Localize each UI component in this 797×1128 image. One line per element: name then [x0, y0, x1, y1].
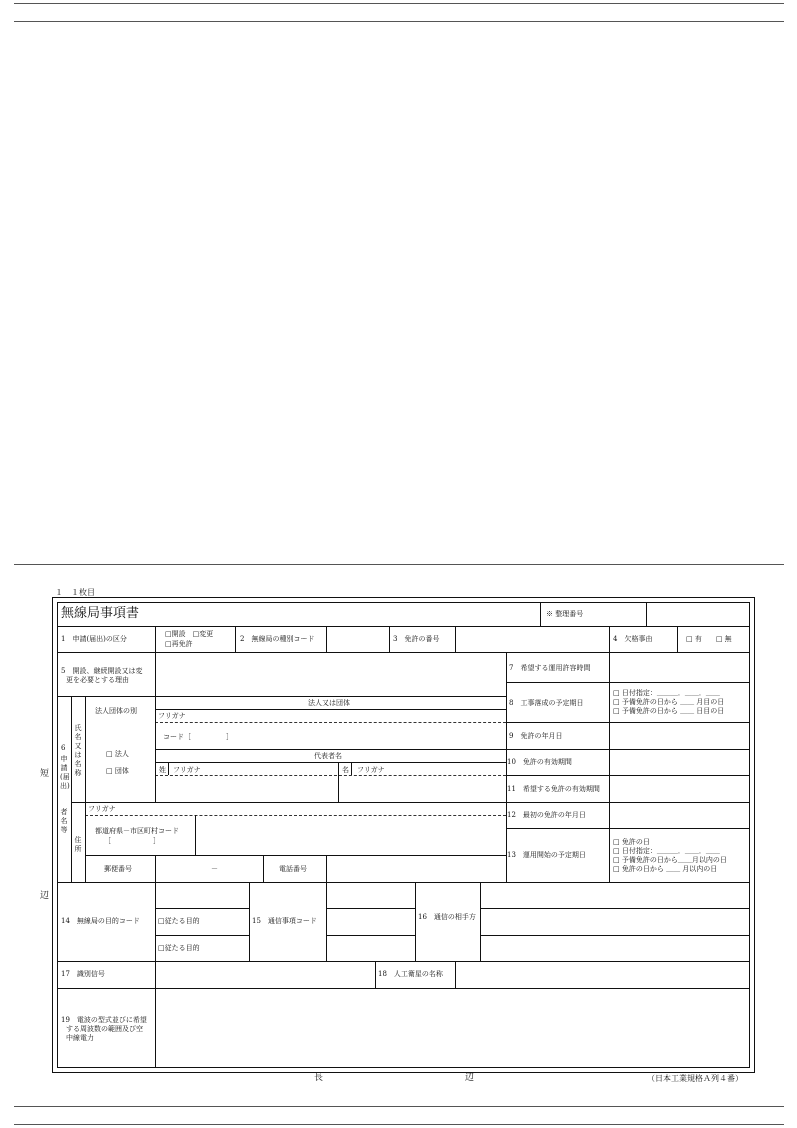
grid-line [155, 882, 156, 961]
pref-code-label: 都道府県－市区町村コード [95, 827, 179, 835]
field-8-option-3[interactable]: □ 予備免許の日から ＿＿ 日目の日 [613, 707, 725, 715]
field-17-label: 17 識別信号 [61, 970, 105, 978]
grid-line [195, 815, 196, 855]
side-edge-left-label: 辺 [40, 891, 50, 901]
grid-line [71, 802, 506, 803]
surname-label: 姓 [159, 766, 166, 774]
grid-line [57, 988, 750, 989]
field-8-option-1[interactable]: □ 日付指定：＿＿＿．＿＿．＿＿ [613, 689, 720, 697]
corp-checkbox[interactable]: □ 法人 [106, 750, 129, 758]
field-13-option-2[interactable]: □ 日付指定：＿＿＿．＿＿．＿＿ [613, 847, 720, 855]
grid-line [85, 855, 506, 856]
grid-line [263, 855, 264, 882]
field-6-number: 6 [61, 744, 66, 752]
grid-line [326, 935, 415, 936]
field-3-label: 3 免許の番号 [393, 635, 440, 643]
grid-line [326, 855, 327, 882]
surname-furigana: フリガナ [173, 766, 201, 774]
side-short-label: 短 [40, 769, 50, 779]
field-4-options[interactable]: □ 有 □ 無 [686, 635, 732, 643]
grid-line [155, 626, 156, 696]
field-13-option-4[interactable]: □ 免許の日から ＿＿ 月以内の日 [613, 865, 718, 873]
standard-label: （日本工業規格Ａ列４番） [647, 1074, 743, 1083]
grid-line [71, 696, 72, 882]
bottom-rule-1 [14, 1106, 784, 1107]
field-14-option-1[interactable]: □従たる目的 [158, 917, 200, 925]
grid-line [155, 749, 506, 750]
grid-line [326, 908, 415, 909]
corp-type-label: 法人団体の別 [95, 707, 137, 715]
field-6-vertical-name-etc: 者名等 [60, 808, 68, 834]
side-long-label: 長 [314, 1073, 324, 1083]
field-12-label: 12 最初の免許の年月日 [507, 811, 586, 819]
representative-label: 代表者名 [314, 752, 342, 760]
grid-line [85, 815, 506, 816]
field-1-option-a[interactable]: □開設 □変更 [165, 630, 214, 638]
furigana-corp: フリガナ [158, 712, 186, 720]
grid-line [326, 626, 327, 652]
field-6-vertical-applicant: 申請(届出) [60, 755, 70, 790]
grid-line [506, 775, 750, 776]
group-checkbox[interactable]: □ 団体 [106, 767, 129, 775]
grid-line [677, 626, 678, 652]
bottom-rule-2 [14, 1124, 784, 1125]
field-16-label: 16 通信の相手方 [418, 913, 476, 921]
field-8-label: 8 工事落成の予定期日 [509, 699, 584, 707]
sheet-label: １ １枚目 [55, 588, 95, 597]
grid-line [480, 935, 750, 936]
corp-code-field[interactable]: コード［ ］ [163, 733, 233, 741]
field-9-label: 9 免許の年月日 [509, 732, 563, 740]
field-18-label: 18 人工衛星の名称 [378, 970, 443, 978]
corp-or-group-label: 法人又は団体 [308, 699, 350, 707]
grid-line [326, 882, 327, 961]
grid-line [506, 749, 750, 750]
field-6-vertical-name: 氏名又は名称 [74, 724, 82, 777]
field-6-vertical-address: 住所 [74, 836, 82, 853]
field-10-label: 10 免許の有効期間 [507, 758, 572, 766]
grid-line [155, 709, 506, 710]
field-19-label-line1: 19 電波の型式並びに希望 [61, 1016, 147, 1024]
grid-line [455, 961, 456, 988]
top-rule-2 [14, 21, 784, 22]
grid-line [155, 722, 506, 723]
field-14-option-2[interactable]: □従たる目的 [158, 944, 200, 952]
grid-line [57, 882, 750, 883]
given-name-furigana: フリガナ [357, 766, 385, 774]
grid-line [168, 762, 169, 775]
field-13-label: 13 運用開始の予定期日 [507, 851, 586, 859]
furigana-address: フリガナ [88, 805, 116, 813]
field-19-label-line3: 中線電力 [66, 1034, 94, 1042]
grid-line [155, 935, 249, 936]
field-19-label-line2: する周波数の範囲及び空 [66, 1025, 143, 1033]
grid-line [540, 602, 541, 626]
field-8-option-2[interactable]: □ 予備免許の日から ＿＿ 月目の日 [613, 698, 725, 706]
grid-line [155, 762, 506, 763]
grid-line [506, 802, 750, 803]
grid-line [155, 908, 249, 909]
top-rule-1 [14, 3, 784, 4]
given-name-label: 名 [342, 766, 349, 774]
grid-line [506, 828, 750, 829]
grid-line [57, 961, 750, 962]
field-13-option-1[interactable]: □ 免許の日 [613, 838, 650, 846]
grid-line [155, 775, 506, 776]
grid-line [480, 908, 750, 909]
phone-label: 電話番号 [279, 865, 307, 873]
field-1-label: 1 申請(届出)の区分 [61, 635, 127, 643]
grid-line [415, 882, 416, 961]
grid-line [235, 626, 236, 652]
grid-line [155, 855, 156, 882]
form-title: 無線局事項書 [61, 606, 140, 621]
grid-line [506, 652, 507, 882]
grid-line [338, 762, 339, 802]
postal-code-label: 郵便番号 [104, 865, 132, 873]
grid-line [646, 602, 647, 626]
grid-line [57, 696, 506, 697]
grid-line [155, 696, 156, 802]
grid-line [249, 882, 250, 961]
grid-line [57, 652, 750, 653]
grid-line [455, 626, 456, 652]
postal-code-dash: － [211, 865, 218, 873]
grid-line [375, 961, 376, 988]
field-14-label: 14 無線局の目的コード [61, 917, 140, 925]
grid-line [85, 696, 86, 882]
grid-line [609, 652, 610, 882]
grid-line [506, 722, 750, 723]
grid-line [480, 882, 481, 961]
field-2-label: 2 無線局の種別コード [240, 635, 315, 643]
field-5-label-line2: 更を必要とする理由 [66, 676, 129, 684]
side-edge-bottom-label: 辺 [465, 1073, 475, 1083]
field-4-label: 4 欠格事由 [613, 635, 653, 643]
field-5-label-line1: 5 開設、継続開設又は変 [61, 667, 143, 675]
mid-rule [14, 564, 784, 565]
grid-line [389, 626, 390, 652]
grid-line [57, 626, 750, 627]
grid-line [506, 682, 750, 683]
pref-code-bracket[interactable]: ［ ］ [104, 837, 160, 845]
grid-line [609, 626, 610, 652]
grid-line [351, 762, 352, 775]
ref-no-label: ※ 整理番号 [546, 610, 584, 618]
field-1-option-b[interactable]: □再免許 [165, 640, 193, 648]
field-11-label: 11 希望する免許の有効期間 [507, 785, 600, 793]
field-15-label: 15 通信事項コード [252, 917, 317, 925]
field-7-label: 7 希望する運用許容時間 [509, 664, 591, 672]
grid-line [155, 961, 156, 1068]
field-13-option-3[interactable]: □ 予備免許の日から＿＿月以内の日 [613, 856, 727, 864]
